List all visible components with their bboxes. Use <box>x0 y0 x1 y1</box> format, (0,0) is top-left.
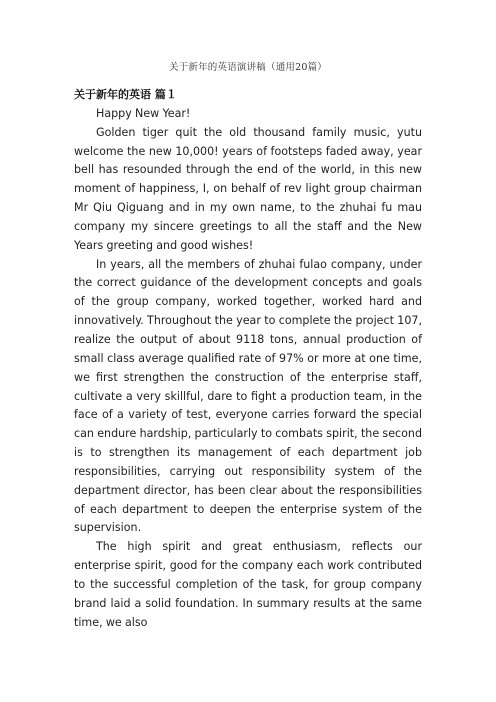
section-title: 关于新年的英语 篇１ <box>74 88 177 101</box>
body-paragraph: Golden tiger quit the old thousand family music, yutu welcome the new 10,000! years of footsteps faded away, year bell has resounded through the end of the world, in this new moment of happiness, I, on behalf of rev light group chairman Mr Qiu Qiguang and in my own name, to the zhuhai fu mau company my sincere greetings to all the staff and the New Years greeting and good wishes! <box>74 125 422 252</box>
body-paragraph: In years, all the members of zhuhai fulao company, under the correct guidance of the development concepts and goals of the group company, worked together, worked hard and innovatively. Throughout the year to complete the project 107, realize the output of about 9118 tons, annual production of small class average qualified rate of 97% or more at one time, we first strengthen the construction of the enterprise staff, cultivate a very skillful, dare to fight a production team, in the face of a variety of test, everyone carries forward the special can endure hardship, particularly to combats spirit, the second is to strengthen its management of each department job responsibilities, carrying out responsibility system of the department director, has been clear about the responsibilities of each department to deepen the enterprise system of the supervision. <box>74 257 422 535</box>
greeting-paragraph: Happy New Year! <box>96 106 191 120</box>
body-paragraph: The high spirit and great enthusiasm, reflects our enterprise spirit, good for the company each work contributed to the successful completion of the task, for group company brand laid a solid foundation. In summary results at the same time, we also <box>74 540 422 629</box>
document-body <box>74 86 422 632</box>
document-header: 关于新年的英语演讲稿（通用20篇） <box>169 62 327 73</box>
